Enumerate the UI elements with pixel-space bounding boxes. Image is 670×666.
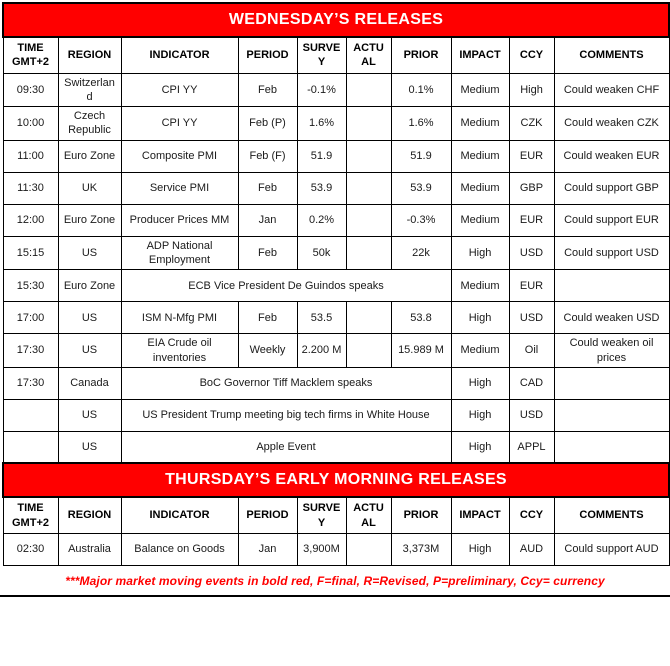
cell-period: Feb (F) [238,140,297,172]
cell-indicator: Balance on Goods [121,533,238,565]
cell-indicator: ADP National Employment [121,236,238,270]
column-header-impact: IMPACT [451,497,509,533]
cell-comments: Could support EUR [554,204,669,236]
cell-indicator: ISM N-Mfg PMI [121,302,238,334]
cell-event: Apple Event [121,431,451,463]
column-header-comments: COMMENTS [554,497,669,533]
cell-comments [554,367,669,399]
table-row-trump-meeting [3,399,669,431]
cell-time [3,399,58,431]
cell-prior: 22k [391,236,451,270]
column-header-actual: ACTUAL [346,37,391,73]
column-header-prior: PRIOR [391,37,451,73]
cell-time: 11:30 [3,172,58,204]
cell-time [3,431,58,463]
cell-ccy: EUR [509,140,554,172]
column-header-region: REGION [58,497,121,533]
cell-prior: -0.3% [391,204,451,236]
cell-time: 12:00 [3,204,58,236]
column-header-indicator: INDICATOR [121,37,238,73]
economic-calendar-table [2,2,670,566]
cell-ccy: USD [509,236,554,270]
table-row-uk-service-pmi [3,172,669,204]
cell-ccy: CAD [509,367,554,399]
cell-event: BoC Governor Tiff Macklem speaks [121,367,451,399]
cell-impact: High [451,533,509,565]
column-header-indicator: INDICATOR [121,497,238,533]
cell-impact: High [451,236,509,270]
cell-prior: 15.989 M [391,334,451,368]
table-row-us-ism [3,302,669,334]
cell-ccy: GBP [509,172,554,204]
cell-impact: Medium [451,334,509,368]
column-header-period: PERIOD [238,497,297,533]
cell-survey: 0.2% [297,204,346,236]
cell-comments: Could weaken USD [554,302,669,334]
table-row-swiss-cpi [3,73,669,107]
cell-indicator: Composite PMI [121,140,238,172]
cell-period: Jan [238,533,297,565]
cell-survey: 1.6% [297,107,346,141]
cell-time: 17:30 [3,334,58,368]
bottom-divider [0,595,670,597]
table-row-boc-macklem [3,367,669,399]
cell-indicator: Service PMI [121,172,238,204]
cell-impact: Medium [451,107,509,141]
cell-impact: High [451,431,509,463]
cell-time: 11:00 [3,140,58,172]
cell-region: Switzerland [58,73,121,107]
cell-period: Weekly [238,334,297,368]
cell-region: US [58,334,121,368]
cell-region: Euro Zone [58,270,121,302]
cell-survey: 53.5 [297,302,346,334]
legend-footnote: ***Major market moving events in bold red, F=final, R=Revised, P=preliminary, Ccy= currency [65,573,605,588]
cell-comments [554,399,669,431]
cell-impact: Medium [451,140,509,172]
cell-survey: 2.200 M [297,334,346,368]
cell-impact: High [451,399,509,431]
cell-actual [346,73,391,107]
cell-comments: Could weaken EUR [554,140,669,172]
cell-actual [346,172,391,204]
cell-comments: Could support USD [554,236,669,270]
cell-impact: Medium [451,270,509,302]
cell-region: Czech Republic [58,107,121,141]
cell-region: US [58,302,121,334]
cell-impact: Medium [451,204,509,236]
cell-comments [554,431,669,463]
cell-impact: Medium [451,73,509,107]
cell-time: 10:00 [3,107,58,141]
cell-time: 15:15 [3,236,58,270]
wednesday-banner-title: WEDNESDAY’S RELEASES [3,3,669,37]
cell-impact: Medium [451,172,509,204]
column-header-actual: ACTUAL [346,497,391,533]
cell-survey: 50k [297,236,346,270]
cell-ccy: USD [509,399,554,431]
cell-prior: 3,373M [391,533,451,565]
table-row-us-eia-crude [3,334,669,368]
cell-prior: 1.6% [391,107,451,141]
table-row-ez-composite-pmi [3,140,669,172]
cell-region: Euro Zone [58,204,121,236]
cell-ccy: APPL [509,431,554,463]
cell-actual [346,302,391,334]
cell-prior: 0.1% [391,73,451,107]
table-row-ez-producer-prices [3,204,669,236]
column-header-ccy: CCY [509,37,554,73]
wednesday-header-row [3,37,669,73]
thursday-header-row [3,497,669,533]
cell-period: Feb [238,236,297,270]
cell-indicator: CPI YY [121,73,238,107]
cell-ccy: CZK [509,107,554,141]
cell-ccy: Oil [509,334,554,368]
cell-time: 17:30 [3,367,58,399]
column-header-period: PERIOD [238,37,297,73]
cell-period: Feb (P) [238,107,297,141]
table-row-us-adp [3,236,669,270]
cell-ccy: USD [509,302,554,334]
column-header-ccy: CCY [509,497,554,533]
column-header-survey: SURVEY [297,497,346,533]
thursday-banner-title: THURSDAY’S EARLY MORNING RELEASES [3,463,669,497]
cell-indicator: CPI YY [121,107,238,141]
cell-region: US [58,431,121,463]
thursday-section-banner [3,463,669,497]
cell-comments: Could weaken CHF [554,73,669,107]
table-row-aus-balance-goods [3,533,669,565]
cell-time: 02:30 [3,533,58,565]
cell-event: ECB Vice President De Guindos speaks [121,270,451,302]
cell-event: US President Trump meeting big tech firms in White House [121,399,451,431]
cell-comments: Could weaken CZK [554,107,669,141]
cell-survey: -0.1% [297,73,346,107]
column-header-time: TIME GMT+2 [3,37,58,73]
cell-indicator: EIA Crude oil inventories [121,334,238,368]
cell-prior: 51.9 [391,140,451,172]
cell-time: 09:30 [3,73,58,107]
wednesday-section-banner [3,3,669,37]
cell-ccy: High [509,73,554,107]
cell-survey: 51.9 [297,140,346,172]
cell-period: Feb [238,172,297,204]
cell-prior: 53.8 [391,302,451,334]
cell-period: Feb [238,302,297,334]
cell-region: US [58,399,121,431]
cell-survey: 53.9 [297,172,346,204]
column-header-prior: PRIOR [391,497,451,533]
column-header-impact: IMPACT [451,37,509,73]
column-header-comments: COMMENTS [554,37,669,73]
cell-actual [346,334,391,368]
cell-region: US [58,236,121,270]
cell-time: 15:30 [3,270,58,302]
cell-region: Canada [58,367,121,399]
cell-actual [346,140,391,172]
cell-prior: 53.9 [391,172,451,204]
cell-region: Australia [58,533,121,565]
cell-comments [554,270,669,302]
table-row-czech-cpi [3,107,669,141]
column-header-time: TIME GMT+2 [3,497,58,533]
table-row-ecb-de-guindos [3,270,669,302]
table-row-apple-event [3,431,669,463]
cell-ccy: EUR [509,270,554,302]
cell-impact: High [451,302,509,334]
cell-actual [346,236,391,270]
cell-impact: High [451,367,509,399]
cell-period: Feb [238,73,297,107]
cell-region: Euro Zone [58,140,121,172]
column-header-region: REGION [58,37,121,73]
cell-comments: Could weaken oil prices [554,334,669,368]
cell-survey: 3,900M [297,533,346,565]
cell-period: Jan [238,204,297,236]
cell-actual [346,204,391,236]
cell-region: UK [58,172,121,204]
cell-comments: Could support AUD [554,533,669,565]
column-header-survey: SURVEY [297,37,346,73]
cell-actual [346,107,391,141]
cell-indicator: Producer Prices MM [121,204,238,236]
cell-ccy: AUD [509,533,554,565]
cell-ccy: EUR [509,204,554,236]
cell-actual [346,533,391,565]
cell-time: 17:00 [3,302,58,334]
cell-comments: Could support GBP [554,172,669,204]
